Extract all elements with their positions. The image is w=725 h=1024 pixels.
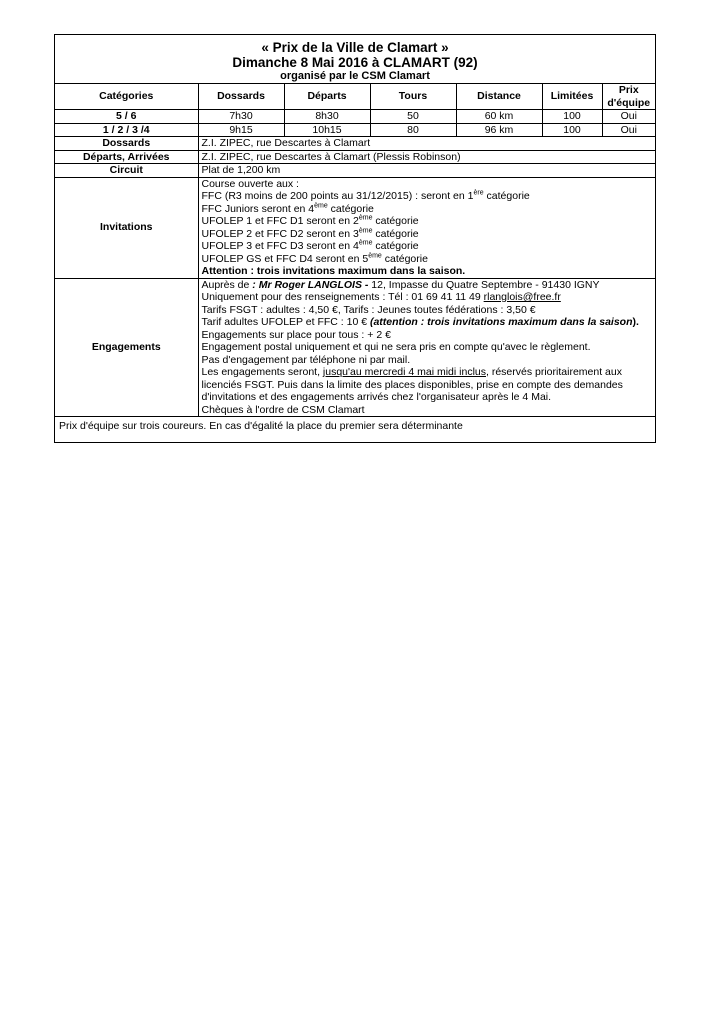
engagement-telephone: Pas d'engagement par téléphone ni par mail.	[201, 353, 411, 366]
engagement-cheques: Chèques à l'ordre de CSM Clamart	[201, 403, 365, 416]
table-cell: 7h30	[198, 110, 284, 124]
column-header: Distance	[456, 84, 542, 110]
departs-row	[55, 150, 655, 164]
email-link[interactable]: rlanglois@free.fr	[483, 291, 561, 303]
engagement-tarif-ufolep: Tarif adultes UFOLEP et FFC : 10 € (attention : trois invitations maximum dans la saison).	[201, 316, 639, 328]
table-row	[55, 110, 655, 124]
engagements-label: Engagements	[55, 278, 198, 417]
invitation-rule: UFOLEP GS et FFC D4 seront en 5ème catégorie	[201, 252, 428, 265]
table-cell: 100	[542, 123, 602, 137]
column-header: Limitées	[542, 84, 602, 110]
engagement-address: Auprès de : Mr Roger LANGLOIS - 12, Impasse du Quatre Septembre - 91430 IGNY	[201, 278, 600, 291]
dossards-row	[55, 137, 655, 151]
engagement-contact: Uniquement pour des renseignements : Tél : 01 69 41 11 49 rlanglois@free.fr	[201, 291, 561, 303]
column-header: Départs	[284, 84, 370, 110]
engagement-closing: Les engagements seront, jusqu'au mercredi 4 mai midi inclus, réservés prioritairement aux licenciés FSGT. Puis dans la limite des places disponibles, prise en compte des demandes d'invitations et des engagements arrivés chez l'organisateur après le 4 Mai.	[201, 366, 623, 403]
table-cell: 80	[370, 123, 456, 137]
category-cell: 5 / 6	[55, 110, 198, 124]
table-row	[55, 123, 655, 137]
table-cell: 60 km	[456, 110, 542, 124]
departs-label: Départs, Arrivées	[55, 150, 198, 164]
engagements-row	[55, 278, 655, 417]
circuit-row	[55, 164, 655, 178]
column-header: Catégories	[55, 84, 198, 110]
race-flyer	[54, 34, 656, 443]
category-cell: 1 / 2 / 3 /4	[55, 123, 198, 137]
table-cell: 8h30	[284, 110, 370, 124]
race-title: « Prix de la Ville de Clamart »	[261, 40, 449, 55]
invitation-rule: FFC (R3 moins de 200 points au 31/12/2015) : seront en 1ère catégorie	[201, 189, 530, 202]
invitations-row	[55, 177, 655, 278]
invitation-rule: UFOLEP 3 et FFC D3 seront en 4ème catégorie	[201, 239, 419, 252]
table-header-row	[55, 84, 655, 110]
table-cell: 100	[542, 110, 602, 124]
footer-note: Prix d'équipe sur trois coureurs. En cas d'égalité la place du premier sera déterminante	[55, 417, 655, 442]
invitations-attention: Attention : trois invitations maximum dans la saison.	[201, 265, 466, 277]
column-header: Prix d'équipe	[602, 84, 655, 110]
departs-value: Z.I. ZIPEC, rue Descartes à Clamart (Plessis Robinson)	[198, 150, 655, 164]
invitations-text	[198, 177, 655, 278]
race-organizer: organisé par le CSM Clamart	[280, 70, 430, 82]
table-cell: 50	[370, 110, 456, 124]
circuit-label: Circuit	[55, 164, 198, 178]
dossards-label: Dossards	[55, 137, 198, 151]
table-cell: 9h15	[198, 123, 284, 137]
engagement-sur-place: Engagements sur place pour tous : + 2 €	[201, 328, 391, 341]
circuit-value: Plat de 1,200 km	[198, 164, 655, 178]
dossards-value: Z.I. ZIPEC, rue Descartes à Clamart	[198, 137, 655, 151]
table-cell: Oui	[602, 110, 655, 124]
table-cell: Oui	[602, 123, 655, 137]
column-header: Dossards	[198, 84, 284, 110]
invitation-rule: FFC Juniors seront en 4ème catégorie	[201, 202, 374, 215]
engagements-text	[198, 278, 655, 417]
footer-row	[55, 417, 655, 442]
engagement-postal: Engagement postal uniquement et qui ne sera pris en compte qu'avec le règlement.	[201, 341, 591, 353]
race-table	[55, 83, 655, 442]
table-cell: 10h15	[284, 123, 370, 137]
race-date: Dimanche 8 Mai 2016 à CLAMART (92)	[232, 55, 478, 70]
invitation-rule: UFOLEP 2 et FFC D2 seront en 3ème catégorie	[201, 227, 419, 240]
invitation-rule: UFOLEP 1 et FFC D1 seront en 2ème catégorie	[201, 214, 419, 227]
invitations-label: Invitations	[55, 177, 198, 278]
column-header: Tours	[370, 84, 456, 110]
engagement-tarifs: Tarifs FSGT : adultes : 4,50 €, Tarifs : Jeunes toutes fédérations : 3,50 €	[201, 303, 536, 316]
invitations-intro: Course ouverte aux :	[201, 177, 299, 190]
table-cell: 96 km	[456, 123, 542, 137]
